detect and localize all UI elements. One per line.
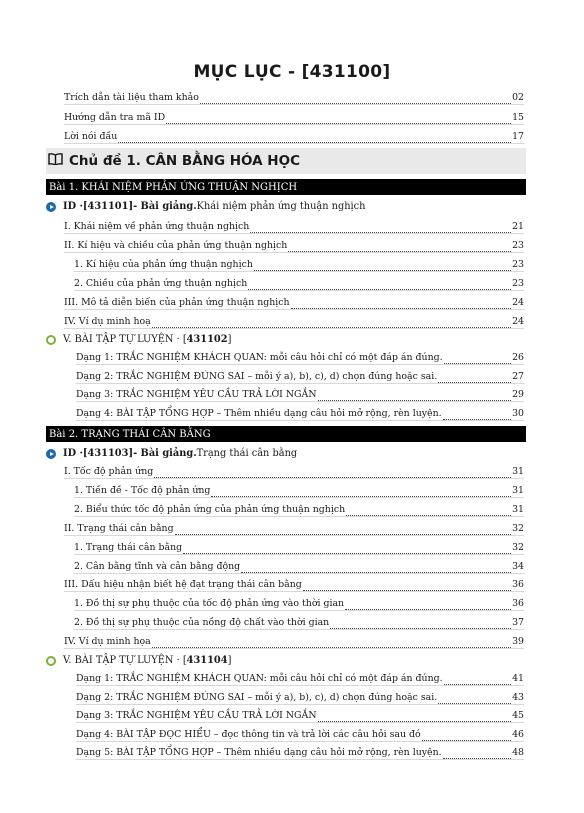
lecture-id: [431103]: [82, 448, 134, 459]
leader-dots: [318, 713, 512, 722]
exercise-label: V. BÀI TẬP TỰ LUYỆN · [: [63, 334, 187, 345]
toc-entry-label: 2. Đồ thị sự phụ thuộc của nồng độ chất vào thời gian: [74, 617, 330, 629]
toc-entry[interactable]: [64, 92, 524, 105]
lecture-id: [431101]: [82, 201, 134, 212]
leader-dots: [250, 224, 511, 233]
toc-entry-label: IV. Ví dụ minh họa: [64, 636, 151, 648]
leader-dots: [211, 488, 511, 497]
exercise-entry[interactable]: [46, 334, 526, 346]
toc-entry[interactable]: [76, 371, 524, 384]
toc-entry-page: 41: [512, 673, 524, 684]
toc-entry[interactable]: [64, 579, 524, 592]
toc-entry[interactable]: [74, 561, 524, 574]
leader-dots: [154, 469, 511, 478]
toc-entry[interactable]: [64, 297, 524, 310]
page-title: MỤC LỤC - [431100]: [193, 62, 391, 82]
toc-entry[interactable]: [64, 112, 524, 125]
toc-entry-label: Dạng 5: BÀI TẬP TỔNG HỢP – Thêm nhiều dạng câu hỏi mở rộng, rèn luyện.: [76, 747, 442, 759]
leader-dots: [288, 243, 511, 252]
toc-entry-label: Lời nói đầu: [64, 131, 118, 142]
toc-entry[interactable]: [76, 710, 524, 723]
toc-entry[interactable]: [64, 523, 524, 536]
toc-entry-label: 1. Trạng thái cân bằng: [74, 541, 183, 553]
toc-entry-page: 15: [512, 112, 524, 123]
toc-entry-label: Dạng 3: TRẮC NGHIỆM YÊU CẦU TRẢ LỜI NGẮN: [76, 710, 317, 722]
toc-entry-page: 24: [512, 297, 524, 308]
toc-entry-label: 2. Cân bằng tĩnh và cân bằng động: [74, 560, 241, 572]
toc-entry-page: 32: [512, 541, 524, 553]
toc-entry[interactable]: [64, 221, 524, 234]
leader-dots: [175, 526, 511, 535]
leader-dots: [438, 374, 511, 383]
toc-entry-page: 31: [512, 484, 524, 496]
toc-entry-page: 36: [512, 579, 524, 591]
toc-entry-label: 2. Chiều của phản ứng thuận nghịch: [74, 278, 248, 289]
toc-entry-page: 48: [512, 747, 524, 759]
toc-entry[interactable]: [74, 278, 524, 291]
toc-entry-page: 17: [512, 131, 524, 142]
toc-entry-label: III. Mô tả diễn biến của phản ứng thuận nghịch: [64, 297, 290, 308]
toc-entry-label: I. Tốc độ phản ứng: [64, 466, 154, 477]
toc-entry[interactable]: [64, 131, 524, 144]
toc-entry-label: 2. Biểu thức tốc độ phản ứng của phản ứng thuận nghịch: [74, 503, 346, 515]
toc-entry[interactable]: [76, 729, 524, 742]
leader-dots: [318, 392, 512, 401]
toc-entry[interactable]: [74, 598, 524, 611]
toc-entry-label: II. Trạng thái cân bằng: [64, 522, 174, 534]
play-icon: [46, 449, 56, 459]
toc-entry-label: Dạng 4: BÀI TẬP ĐỌC HIỂU – đọc thông tin và trả lời các câu hỏi sau đó: [76, 728, 421, 740]
toc-entry-label: IV. Ví dụ minh hoạ: [64, 316, 151, 327]
leader-dots: [443, 411, 511, 420]
toc-entry[interactable]: [74, 504, 524, 517]
toc-entry-label: Dạng 2: TRẮC NGHIỆM ĐÚNG SAI – mỗi ý a), b), c), d) chọn đúng hoặc sai.: [76, 691, 438, 703]
toc-entry-label: Dạng 1: TRẮC NGHIỆM KHÁCH QUAN: mỗi câu hỏi chỉ có một đáp án đúng.: [76, 673, 443, 684]
toc-entry[interactable]: [74, 542, 524, 555]
lecture-name: Khái niệm phản ứng thuận nghịch: [196, 201, 366, 212]
toc-entry[interactable]: [64, 636, 524, 649]
leader-dots: [152, 319, 511, 328]
leader-dots: [200, 95, 511, 104]
toc-entry-page: 26: [512, 352, 524, 363]
toc-entry[interactable]: [74, 485, 524, 498]
exercise-suffix: ]: [227, 334, 232, 345]
exercise-label: V. BÀI TẬP TỰ LUYỆN · [: [63, 655, 187, 666]
toc-entry[interactable]: [64, 240, 524, 253]
toc-entry-page: 46: [512, 728, 524, 740]
exercise-suffix: ]: [227, 655, 232, 666]
toc-entry[interactable]: [64, 466, 524, 479]
toc-entry-page: 23: [512, 278, 524, 289]
lecture-entry[interactable]: [46, 448, 526, 460]
leader-dots: [183, 545, 511, 554]
toc-entry-label: Trích dẫn tài liệu tham khảo: [64, 92, 199, 103]
toc-entry-page: 45: [512, 710, 524, 722]
toc-entry-page: 30: [512, 407, 524, 419]
toc-entry-label: Dạng 4: BÀI TẬP TỔNG HỢP – Thêm nhiều dạng câu hỏi mở rộng, rèn luyện.: [76, 407, 442, 419]
leader-dots: [254, 262, 511, 271]
toc-entry-label: III. Dấu hiệu nhận biết hệ đạt trạng thái cân bằng: [64, 579, 302, 591]
book-icon: [48, 153, 63, 169]
toc-entry-label: Dạng 2: TRẮC NGHIỆM ĐÚNG SAI – mỗi ý a), b), c), d) chọn đúng hoặc sai.: [76, 370, 438, 382]
leader-dots: [241, 564, 511, 573]
toc-entry-label: Dạng 1: TRẮC NGHIỆM KHÁCH QUAN: mỗi câu hỏi chỉ có một đáp án đúng.: [76, 352, 443, 363]
leader-dots: [438, 695, 511, 704]
lecture-id-prefix: ID ·: [63, 201, 83, 212]
chapter-title: Chủ đề 1. CÂN BẰNG HÓA HỌC: [69, 153, 300, 169]
exercise-id: 431104: [186, 655, 228, 666]
lesson-heading[interactable]: Bài 2. TRẠNG THÁI CÂN BẰNG: [46, 426, 526, 442]
toc-entry-page: 36: [512, 598, 524, 610]
leader-dots: [291, 300, 511, 309]
toc-entry-page: 43: [512, 691, 524, 703]
toc-entry-page: 24: [512, 316, 524, 327]
toc-entry-label: II. Kí hiệu và chiều của phản ứng thuận nghịch: [64, 240, 288, 251]
toc-entry-label: I. Khái niệm về phản ứng thuận nghịch: [64, 221, 250, 232]
leader-dots: [330, 620, 511, 629]
toc-entry[interactable]: [76, 352, 524, 365]
chapter-heading[interactable]: [46, 148, 526, 174]
leader-dots: [303, 582, 511, 591]
exercise-id: 431102: [186, 334, 228, 345]
toc-entry-page: 32: [512, 522, 524, 534]
leader-dots: [248, 281, 511, 290]
toc-entry[interactable]: [74, 617, 524, 630]
leader-dots: [118, 134, 511, 143]
leader-dots: [443, 750, 511, 759]
lecture-id-prefix: ID ·: [63, 448, 83, 459]
circle-bullet-icon: [46, 335, 56, 345]
lecture-entry[interactable]: [46, 201, 526, 213]
toc-entry-label: Hướng dẫn tra mã ID: [64, 112, 166, 123]
toc-entry-label: 1. Đồ thị sự phụ thuộc của tốc độ phản ứng vào thời gian: [74, 598, 345, 610]
leader-dots: [166, 115, 511, 124]
toc-entry-page: 27: [512, 370, 524, 382]
toc-entry-page: 31: [512, 503, 524, 515]
toc-entry[interactable]: [74, 259, 524, 272]
exercise-entry[interactable]: [46, 655, 526, 667]
play-icon: [46, 202, 56, 212]
toc-entry-page: 23: [512, 259, 524, 270]
toc-entry-page: 39: [512, 636, 524, 648]
toc-entry-label: 1. Tiền đề - Tốc độ phản ứng: [74, 484, 211, 496]
toc-entry[interactable]: [76, 673, 524, 686]
toc-entry-page: 29: [512, 389, 524, 400]
toc-entry-label: 1. Kí hiệu của phản ứng thuận nghịch: [74, 259, 253, 270]
toc-entry-label: Dạng 3: TRẮC NGHIỆM YÊU CẦU TRẢ LỜI NGẮN: [76, 389, 317, 400]
leader-dots: [422, 732, 511, 741]
toc-entry[interactable]: [76, 747, 524, 760]
lecture-kind: - Bài giảng.: [133, 201, 197, 212]
lecture-kind: - Bài giảng.: [133, 448, 197, 459]
toc-entry[interactable]: [76, 408, 524, 421]
toc-entry-page: 02: [512, 92, 524, 103]
leader-dots: [444, 676, 511, 685]
leader-dots: [346, 507, 511, 516]
toc-entry-page: 37: [512, 617, 524, 629]
leader-dots: [152, 639, 511, 648]
toc-entry[interactable]: [64, 316, 524, 329]
toc-entry[interactable]: [76, 692, 524, 705]
lesson-heading[interactable]: Bài 1. KHÁI NIỆM PHẢN ỨNG THUẬN NGHỊCH: [46, 179, 526, 195]
toc-entry[interactable]: [76, 389, 524, 402]
circle-bullet-icon: [46, 656, 56, 666]
toc-entry-page: 21: [512, 221, 524, 232]
toc-entry-page: 34: [512, 560, 524, 572]
toc-entry-page: 31: [512, 466, 524, 477]
leader-dots: [444, 355, 511, 364]
lecture-name: Trạng thái cân bằng: [196, 448, 298, 459]
toc-entry-page: 23: [512, 240, 524, 251]
leader-dots: [345, 601, 511, 610]
